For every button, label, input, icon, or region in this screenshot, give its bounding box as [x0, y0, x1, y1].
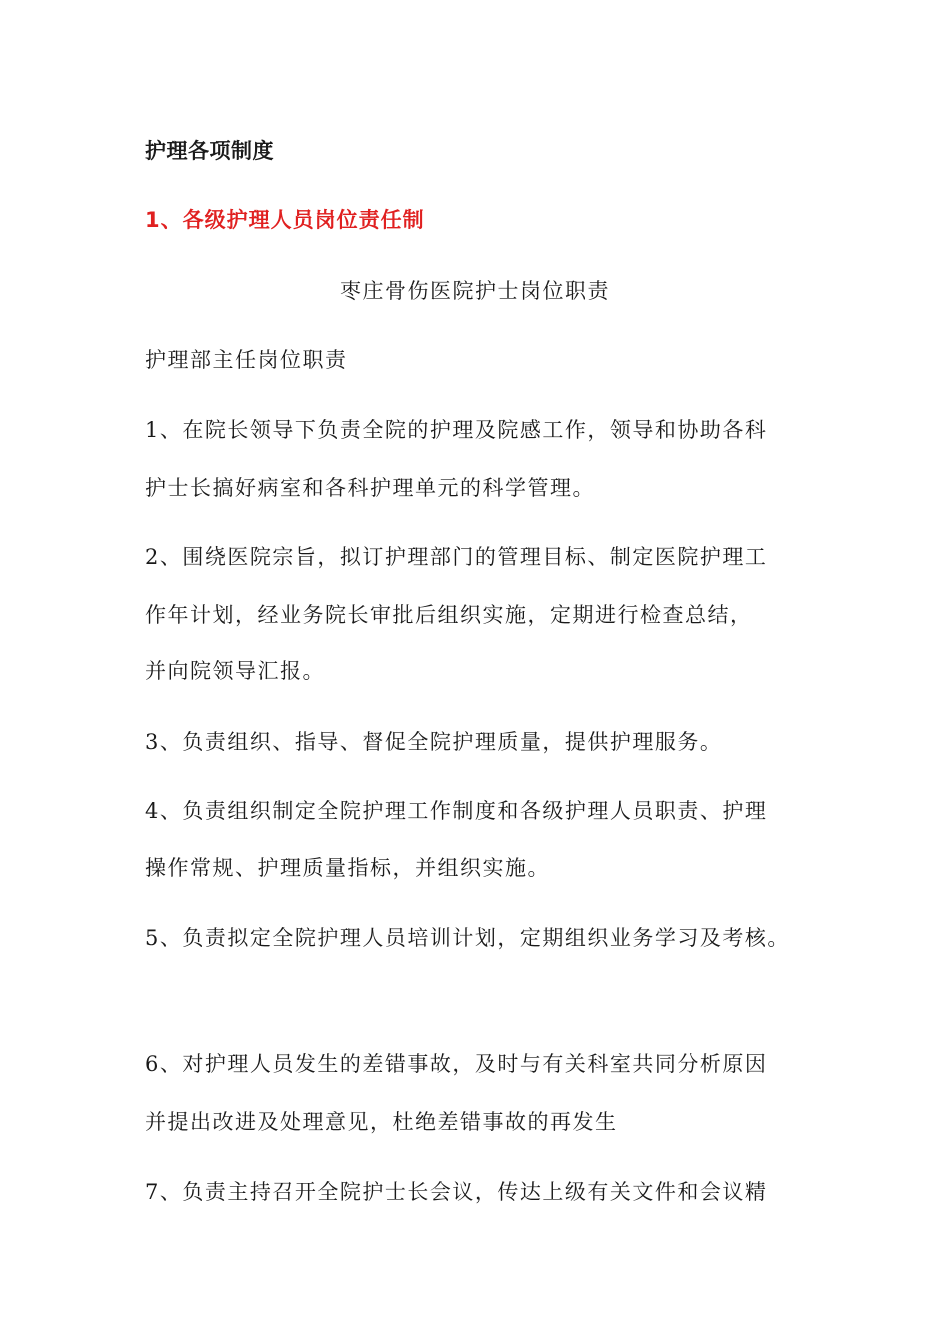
body-line: 2、围绕医院宗旨，拟订护理部门的管理目标、制定医院护理工: [145, 545, 768, 569]
sub-heading: 护理部主任岗位职责: [145, 348, 348, 372]
body-line: 护士长搞好病室和各科护理单元的科学管理。: [145, 476, 595, 500]
body-line: 并向院领导汇报。: [145, 659, 325, 683]
body-line: 操作常规、护理质量指标，并组织实施。: [145, 856, 550, 880]
body-line: 5、负责拟定全院护理人员培训计划，定期组织业务学习及考核。: [145, 926, 790, 950]
document-title: 护理各项制度: [145, 139, 274, 163]
body-line: 并提出改进及处理意见，杜绝差错事故的再发生: [145, 1110, 618, 1134]
body-line: 6、对护理人员发生的差错事故，及时与有关科室共同分析原因: [145, 1052, 768, 1076]
section-heading: 1、各级护理人员岗位责任制: [145, 208, 425, 232]
centered-title: 枣庄骨伤医院护士岗位职责: [340, 279, 610, 303]
body-line: 3、负责组织、指导、督促全院护理质量，提供护理服务。: [145, 730, 723, 754]
body-line: 4、负责组织制定全院护理工作制度和各级护理人员职责、护理: [145, 799, 768, 823]
body-line: 7、负责主持召开全院护士长会议，传达上级有关文件和会议精: [145, 1180, 768, 1204]
body-line: 作年计划，经业务院长审批后组织实施，定期进行检查总结，: [145, 603, 753, 627]
body-line: 1、在院长领导下负责全院的护理及院感工作，领导和协助各科: [145, 418, 768, 442]
